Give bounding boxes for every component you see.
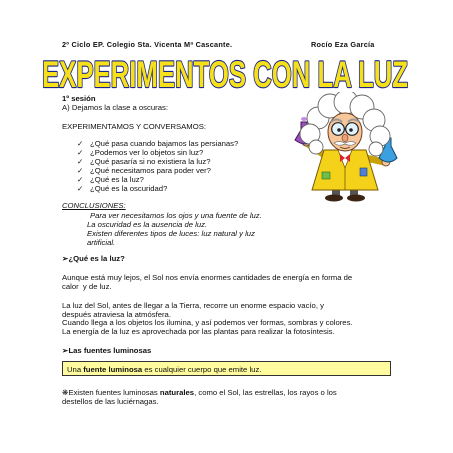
conclusion-line: Para ver necesitamos los ojos y una fuente de luz.	[90, 211, 262, 220]
natural-sources-line	[62, 388, 337, 397]
header-school: 2º Ciclo EP. Colegio Sta. Vicenta Mª Cascante.	[62, 40, 233, 49]
conclusion-line: La oscuridad es la ausencia de luz.	[87, 220, 208, 229]
definition-box	[62, 361, 391, 376]
experiment-heading: EXPERIMENTAMOS Y CONVERSAMOS:	[62, 122, 206, 131]
list-item: ¿Qué pasa cuando bajamos las persianas?	[90, 139, 239, 148]
page-title: EXPERIMENTOS CON LA LUZ	[42, 55, 408, 91]
check-icon	[77, 139, 83, 148]
conclusion-line: artificial.	[87, 238, 116, 247]
scientist-illustration	[288, 92, 400, 202]
definition-text	[67, 365, 261, 374]
conclusions-heading: CONCLUSIONES:	[62, 201, 126, 210]
paragraph-line: La energía de la luz es aprovechada por las plantas para realizar la fotosíntesis.	[62, 327, 335, 336]
section-heading-sources: ➢Las fuentes luminosas	[62, 346, 152, 355]
list-item: ¿Qué es la oscuridad?	[90, 184, 168, 193]
natural-term: naturales	[159, 388, 195, 397]
definition-post: es cualquier cuerpo que emite luz.	[142, 365, 262, 374]
paragraph-line: Aunque está muy lejos, el Sol nos envía enormes cantidades de energía en forma de	[62, 273, 353, 282]
session-label: 1º sesión	[62, 94, 96, 103]
check-icon	[77, 175, 83, 184]
natural-pre: ❋Existen fuentes luminosas	[62, 388, 160, 397]
list-item: ¿Qué es la luz?	[90, 175, 144, 184]
check-icon	[77, 148, 83, 157]
conclusion-line: Existen diferentes tipos de luces: luz natural y luz	[87, 229, 255, 238]
paragraph-line: después atraviesa la atmósfera.	[62, 310, 171, 319]
paragraph-line: La luz del Sol, antes de llegar a la Tierra, recorre un enorme espacio vacío, y	[62, 301, 324, 310]
list-item: ¿Podemos ver lo objetos sin luz?	[90, 148, 204, 157]
section-heading-light: ➢¿Qué es la luz?	[62, 254, 125, 263]
check-icon	[77, 166, 83, 175]
natural-sources-line-2: destellos de las luciérnagas.	[62, 397, 159, 406]
paragraph-line: calor y de luz.	[62, 282, 112, 291]
check-icon	[77, 184, 83, 193]
list-item: ¿Qué necesitamos para poder ver?	[90, 166, 211, 175]
check-icon	[77, 157, 83, 166]
paragraph-line: Cuando llega a los objetos los ilumina, y así podemos ver formas, sombras y colores.	[62, 318, 353, 327]
list-item: ¿Qué pasaría si no existiera la luz?	[90, 157, 211, 166]
natural-post: , como el Sol, las estrellas, los rayos o los	[194, 388, 337, 397]
definition-term: fuente luminosa	[83, 365, 143, 374]
header-author: Rocío Eza García	[311, 40, 375, 49]
session-step-a: A) Dejamos la clase a oscuras:	[62, 103, 168, 112]
definition-pre: Una	[67, 365, 84, 374]
title-banner	[38, 55, 412, 91]
